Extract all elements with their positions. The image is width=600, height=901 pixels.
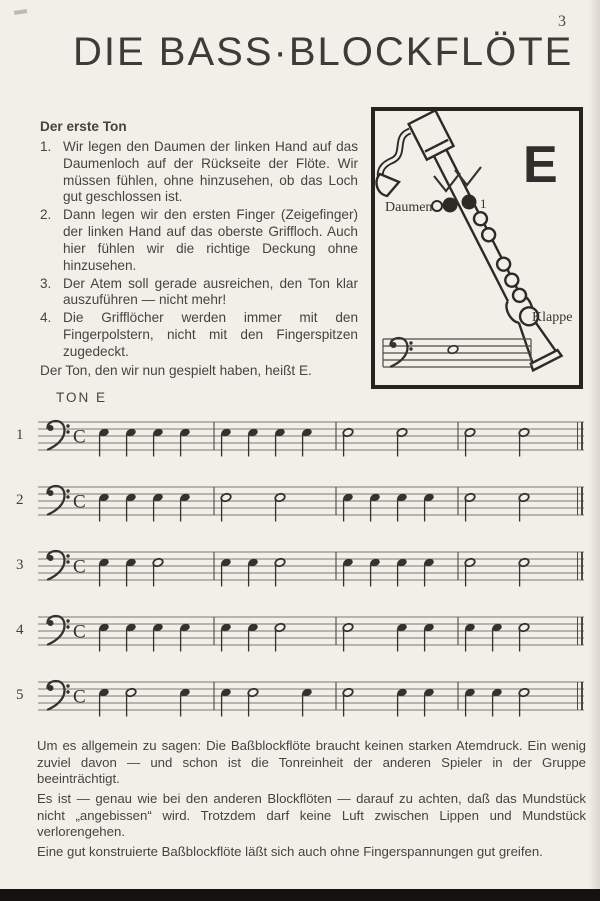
music-staves: [16, 412, 594, 737]
bass-clef-icon: [391, 338, 413, 367]
staff-number: 4: [16, 622, 24, 638]
fingering-diagram-box: [371, 107, 583, 389]
beak-mouthpiece: [376, 174, 399, 196]
diagram-staff: [383, 339, 531, 367]
bass-clef-icon: [48, 616, 70, 645]
thumb-hole-closed: [443, 198, 458, 213]
bass-clef-icon: [48, 681, 70, 710]
bass-clef-icon: [48, 486, 70, 515]
list-item-number: 1.: [40, 138, 52, 154]
staff-svg: [34, 477, 592, 541]
press-arrow-icon: [455, 167, 481, 185]
staff-row: [16, 542, 594, 607]
time-signature: C: [73, 426, 86, 448]
finger-hole-1-closed: [462, 195, 477, 210]
bass-clef-icon: [48, 551, 70, 580]
staff-row: [16, 672, 594, 737]
list-item-number: 4.: [40, 310, 52, 326]
page-number: 3: [558, 13, 566, 30]
time-signature: C: [73, 621, 86, 643]
finger-hole-open: [503, 271, 520, 288]
staff-row: [16, 412, 594, 477]
instructions-section: [40, 119, 358, 380]
thumb-label: Daumen: [385, 200, 433, 215]
staff-svg: [34, 412, 592, 476]
staff-row: [16, 607, 594, 672]
closing-text: Der Ton, den wir nun gespielt haben, heißt E.: [40, 362, 312, 378]
hole1-label: 1: [480, 196, 487, 211]
staff-svg: [34, 542, 592, 606]
staff-svg: [34, 672, 592, 736]
paragraph: Eine gut konstruierte Baßblockflöte läßt sich auch ohne Fingerspannungen gut greifen.: [37, 843, 543, 859]
staff-number: 5: [16, 687, 24, 703]
paragraph: Es ist — genau wie bei den anderen Blockflöten — darauf zu achten, daß das Mundstück nicht „angebissen“ wird. Trotzdem darf keine Luft zwischen Lippen und Mundstück verlorengehen.: [37, 790, 586, 840]
list-item-text: Dann legen wir den ersten Finger (Zeigefinger) der linken Hand auf das oberste Griffloch. Auch hier fühlen wir die richtige Deckung ohne hinzusehen.: [63, 207, 358, 273]
finger-hole-open: [511, 287, 528, 304]
finger-hole-open: [495, 255, 512, 272]
footer-text: [37, 738, 586, 863]
staff-number: 1: [16, 427, 24, 443]
staff-row: [16, 477, 594, 542]
list-item: [40, 276, 358, 310]
section-heading: Der erste Ton: [40, 119, 127, 134]
time-signature: C: [73, 491, 86, 513]
key-bulge-left: [503, 301, 519, 325]
list-item-text: Wir legen den Daumen der linken Hand auf das Daumenloch auf der Rückseite der Flöte. Wir müssen fühlen, ohne hinzusehen, ob das Loch gut geschlossen ist.: [63, 138, 358, 205]
page-title: DIE BASS·BLOCKFLÖTE: [73, 30, 574, 74]
recorder-fingering-illustration: [375, 111, 579, 385]
list-item-text: Der Atem soll gerade ausreichen, den Ton klar auszuführen — nicht mehr!: [63, 275, 358, 308]
finger-hole-open: [472, 210, 489, 227]
paragraph: Um es allgemein zu sagen: Die Baßblockflöte braucht keinen starken Atemdruck. Ein wenig zuviel davon — und schon ist die Tonreinheit der anderen Spieler in der Gruppe beeinträchtigt.: [37, 738, 586, 787]
scan-edge-strip: [0, 889, 600, 901]
time-signature: C: [73, 556, 86, 578]
time-signature: C: [73, 686, 86, 708]
thumb-indicator-circle: [432, 201, 442, 211]
list-item: [40, 207, 358, 274]
list-item: [40, 139, 358, 206]
bass-clef-icon: [48, 421, 70, 450]
list-item: [40, 310, 358, 361]
tube-left-edge: [434, 156, 508, 301]
staff-svg: [34, 607, 592, 671]
key-label: Klappe: [532, 310, 573, 325]
staff-number: 3: [16, 557, 24, 573]
note-letter: E: [523, 136, 558, 194]
list-item-number: 2.: [40, 207, 52, 223]
bell-foot: [530, 350, 562, 371]
list-item-text: Die Grifflöcher werden immer mit den Fingerpolstern, nicht mit den Fingerspitzen zugedeckt.: [63, 310, 358, 359]
staff-number: 2: [16, 492, 24, 508]
list-item-number: 3.: [40, 275, 52, 291]
finger-hole-open: [480, 226, 497, 243]
scan-artifact: [14, 9, 27, 15]
exercise-label: TON E: [56, 390, 108, 405]
